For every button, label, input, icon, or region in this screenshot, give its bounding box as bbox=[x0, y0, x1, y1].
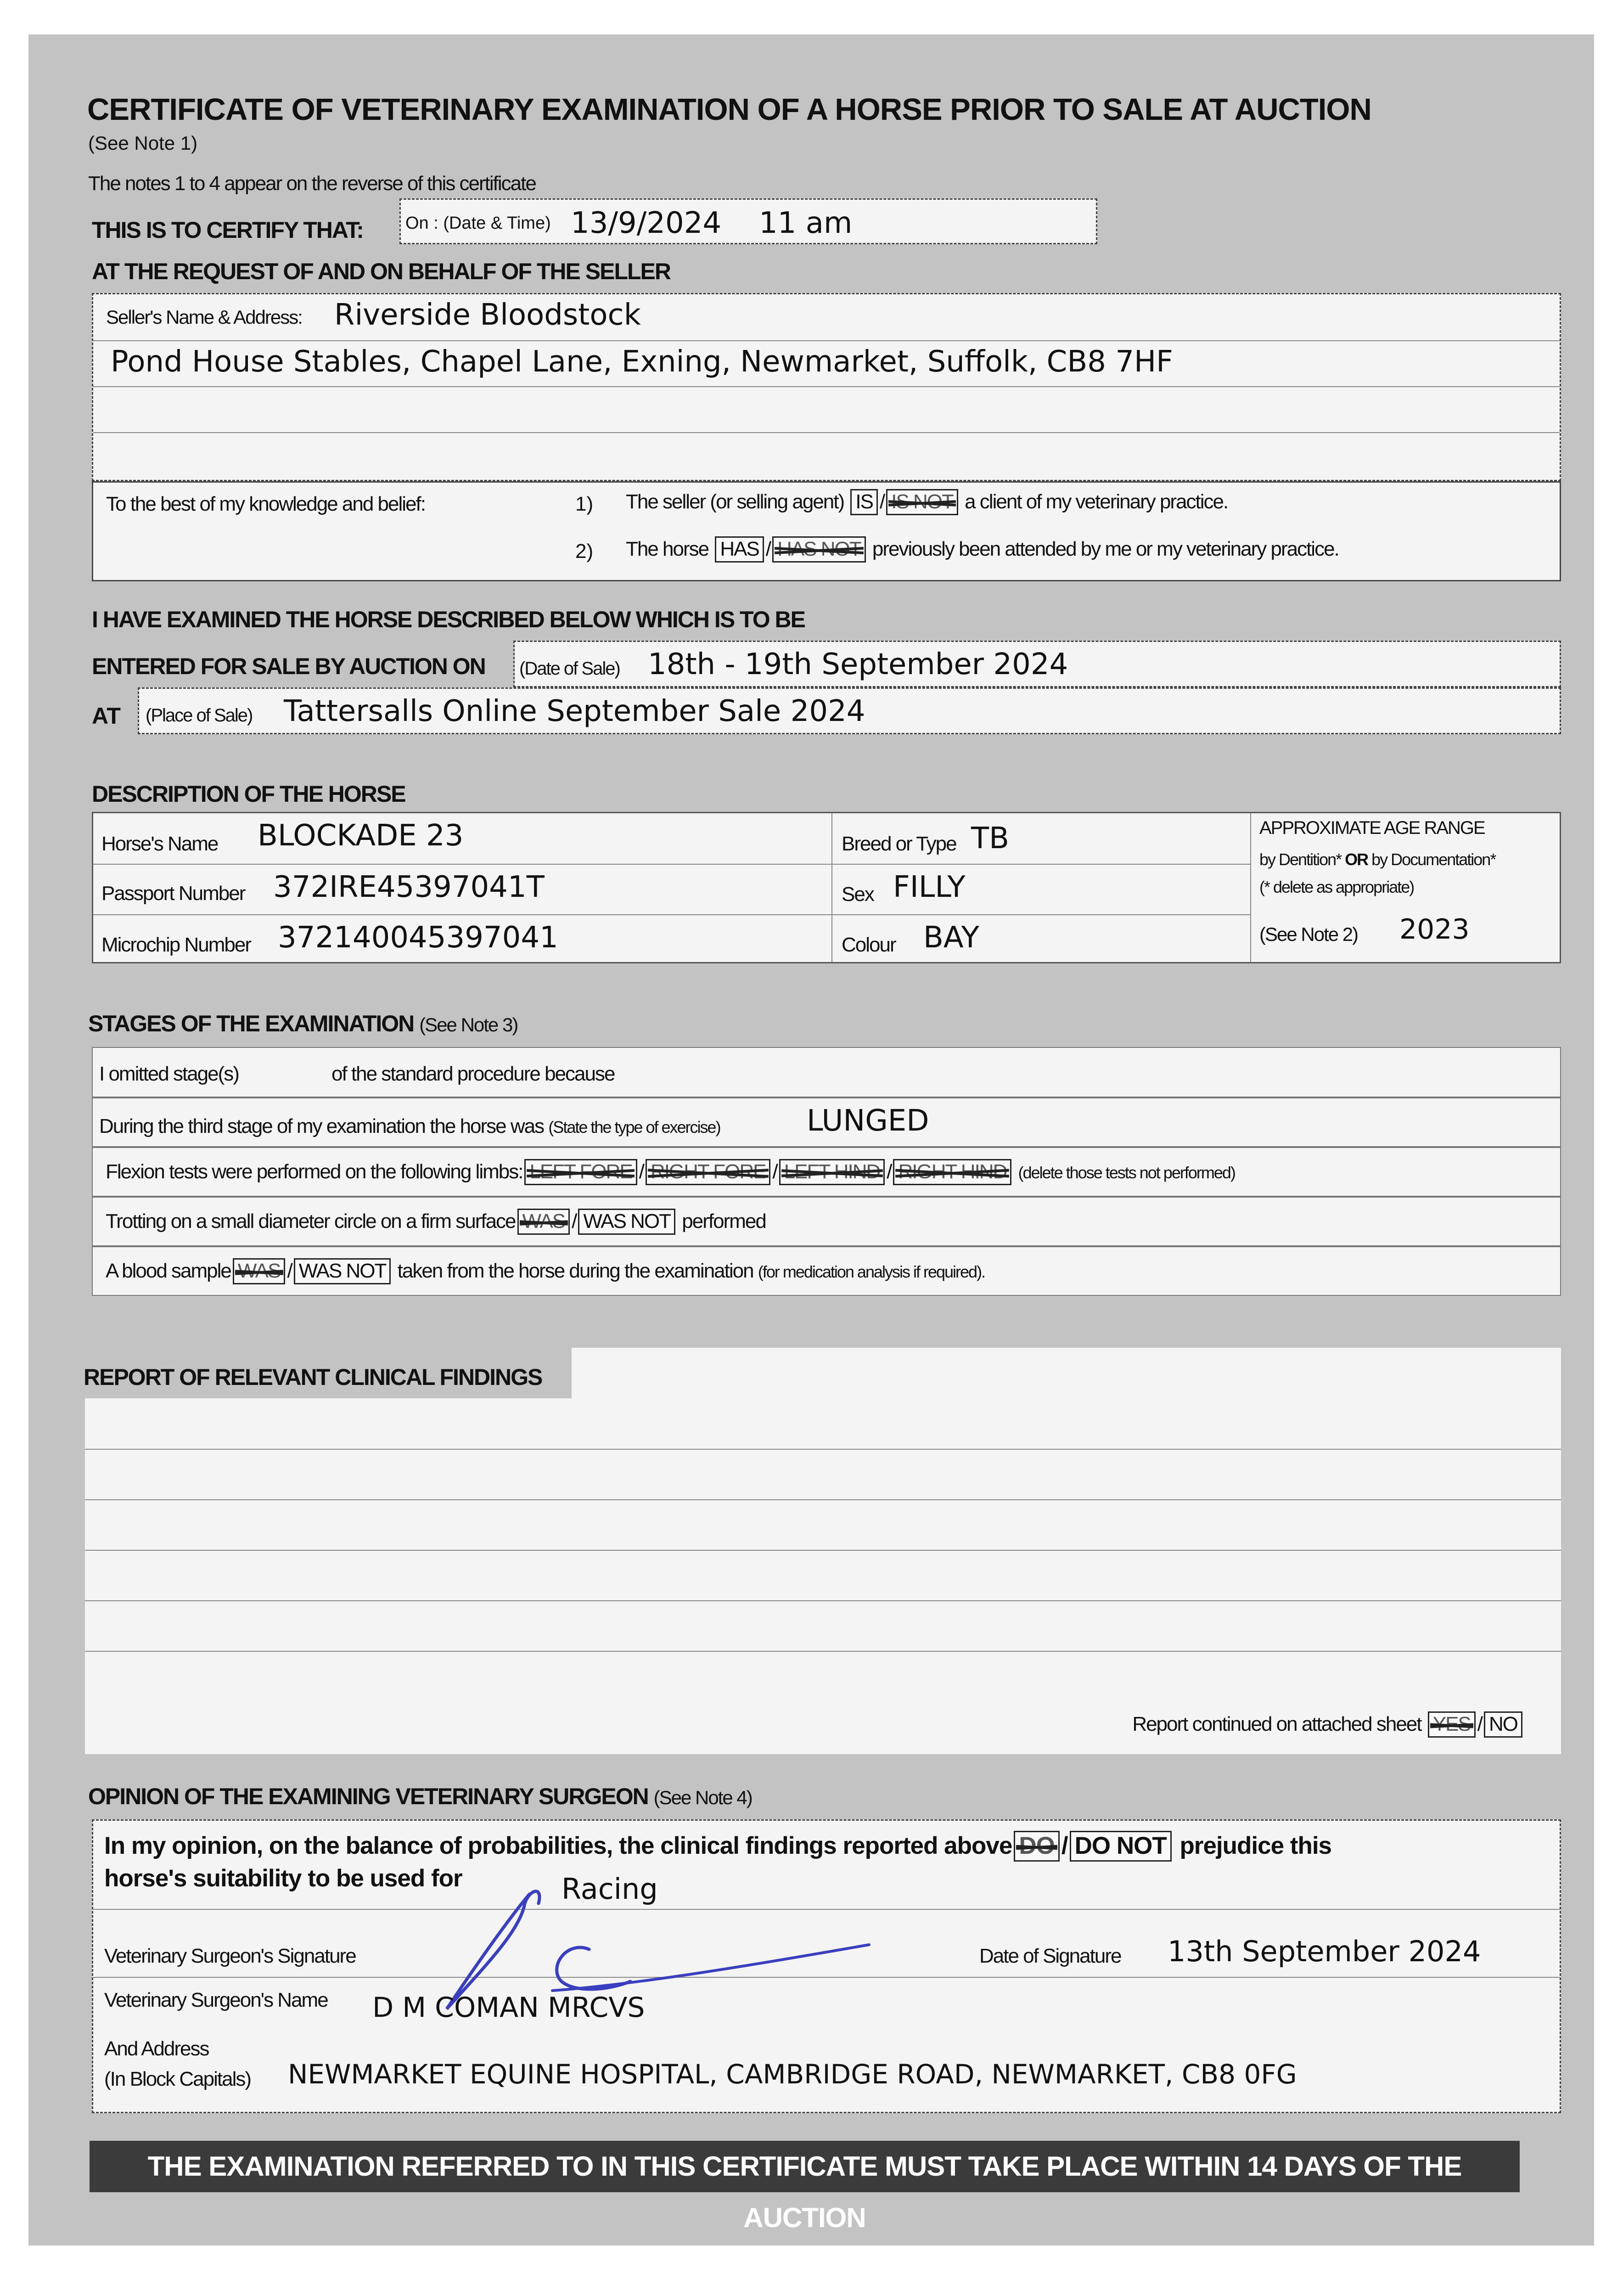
trotting-suffix: performed bbox=[682, 1210, 766, 1232]
sale-place-box bbox=[138, 687, 1561, 734]
signature-label: Veterinary Surgeon's Signature bbox=[104, 1945, 356, 1967]
description-heading: DESCRIPTION OF THE HORSE bbox=[92, 781, 405, 807]
slash: / bbox=[572, 1210, 577, 1232]
sex: FILLY bbox=[893, 870, 966, 904]
clinical-findings-line-1 bbox=[572, 1348, 1561, 1399]
signature-date: 13th September 2024 bbox=[1168, 1935, 1481, 1968]
age-by-dentition: by Dentition* bbox=[1259, 850, 1342, 869]
vet-name: D M COMAN MRCVS bbox=[372, 1992, 645, 2024]
slash: / bbox=[887, 1160, 892, 1183]
opinion-statement bbox=[104, 1831, 1331, 1862]
certificate-title: CERTIFICATE OF VETERINARY EXAMINATION OF A HORSE PRIOR TO SALE AT AUCTION bbox=[87, 92, 1371, 127]
sale-at-label: AT bbox=[92, 703, 121, 729]
flexion-right-fore-struck: RIGHT FORE bbox=[646, 1159, 771, 1185]
on-date-time-label: On : (Date & Time) bbox=[405, 214, 551, 233]
age-or: OR bbox=[1345, 850, 1368, 869]
opinion-text-a: In my opinion, on the balance of probabilities, the clinical findings reported above bbox=[104, 1832, 1012, 1859]
breed-label: Breed or Type bbox=[842, 833, 956, 855]
stages-heading bbox=[88, 1010, 517, 1037]
horse-name: BLOCKADE 23 bbox=[258, 819, 464, 853]
trot-was-not: WAS NOT bbox=[578, 1209, 675, 1235]
omitted-stages-reason-label: of the standard procedure because bbox=[331, 1063, 615, 1085]
horse-attended-suffix: previously been attended by me or my veterinary practice. bbox=[872, 538, 1339, 560]
opinion-box bbox=[92, 1819, 1561, 2113]
footer-notice: THE EXAMINATION REFERRED TO IN THIS CERTIFICATE MUST TAKE PLACE WITHIN 14 DAYS OF THE AUCTION bbox=[90, 2141, 1520, 2192]
examination-datetime-box bbox=[399, 198, 1097, 244]
item-2-number: 2) bbox=[575, 540, 594, 563]
place-of-sale-label: (Place of Sale) bbox=[146, 705, 253, 726]
age-note-2: (See Note 2) bbox=[1259, 923, 1358, 945]
seller-client-statement bbox=[626, 489, 1228, 515]
slash: / bbox=[287, 1260, 292, 1282]
stages-heading-text: STAGES OF THE EXAMINATION bbox=[88, 1011, 414, 1036]
flexion-tests-statement bbox=[106, 1159, 1235, 1185]
breed: TB bbox=[971, 822, 1009, 855]
examination-time: 11 am bbox=[759, 206, 853, 240]
opinion-heading bbox=[88, 1783, 752, 1810]
blood-sample-suffix: taken from the horse during the examination bbox=[397, 1260, 753, 1282]
opinion-text-b: prejudice this bbox=[1179, 1832, 1332, 1859]
flexion-right-hind-struck: RIGHT HIND bbox=[893, 1159, 1011, 1185]
horse-name-label: Horse's Name bbox=[101, 833, 218, 855]
microchip-number: 372140045397041 bbox=[278, 921, 558, 955]
opinion-do-not: DO NOT bbox=[1070, 1831, 1172, 1862]
option-is-not-struck: IS NOT bbox=[886, 489, 958, 515]
age-basis bbox=[1259, 850, 1495, 869]
horse-attended-statement bbox=[626, 536, 1339, 563]
exercise-type: LUNGED bbox=[807, 1104, 929, 1138]
flexion-tests-row bbox=[92, 1147, 1561, 1197]
horse-attended-prefix: The horse bbox=[626, 538, 709, 560]
report-continued-statement bbox=[1132, 1711, 1524, 1738]
opinion-heading-text: OPINION OF THE EXAMINING VETERINARY SURGEON bbox=[88, 1784, 648, 1809]
seller-client-prefix: The seller (or selling agent) bbox=[626, 490, 844, 513]
blood-sample-label: A blood sample bbox=[106, 1260, 231, 1282]
age-delete-note: (* delete as appropriate) bbox=[1259, 878, 1414, 896]
seller-box bbox=[92, 293, 1561, 481]
opinion-note-4: (See Note 4) bbox=[653, 1787, 752, 1808]
entered-for-sale-label: ENTERED FOR SALE BY AUCTION ON bbox=[92, 653, 485, 679]
vet-name-label: Veterinary Surgeon's Name bbox=[104, 1989, 328, 2011]
blood-was-struck: WAS bbox=[233, 1258, 286, 1284]
certify-label: THIS IS TO CERTIFY THAT: bbox=[92, 217, 363, 243]
opinion-do-struck: DO bbox=[1014, 1831, 1060, 1862]
opinion-text-c: horse's suitability to be used for bbox=[104, 1865, 462, 1892]
colour: BAY bbox=[923, 921, 979, 955]
option-is: IS bbox=[850, 489, 878, 515]
age-by-documentation: by Documentation* bbox=[1371, 850, 1496, 869]
colour-label: Colour bbox=[842, 934, 896, 956]
flexion-left-hind-struck: LEFT HIND bbox=[779, 1159, 885, 1185]
seller-name-address-label: Seller's Name & Address: bbox=[106, 306, 302, 328]
trotting-row bbox=[92, 1197, 1561, 1246]
clinical-findings-heading: REPORT OF RELEVANT CLINICAL FINDINGS bbox=[84, 1364, 542, 1390]
continued-no: NO bbox=[1484, 1711, 1522, 1738]
age-range-heading: APPROXIMATE AGE RANGE bbox=[1259, 818, 1485, 838]
flexion-delete-note: (delete those tests not performed) bbox=[1018, 1163, 1235, 1182]
seller-address: Pond House Stables, Chapel Lane, Exning, Newmarket, Suffolk, CB8 7HF bbox=[111, 345, 1173, 379]
trotting-label: Trotting on a small diameter circle on a firm surface bbox=[106, 1210, 516, 1232]
option-has-not-struck: HAS NOT bbox=[772, 536, 866, 563]
flexion-tests-label: Flexion tests were performed on the following limbs: bbox=[106, 1160, 523, 1183]
passport-number-label: Passport Number bbox=[101, 882, 245, 905]
third-stage-row bbox=[92, 1097, 1561, 1147]
sale-date: 18th - 19th September 2024 bbox=[648, 647, 1068, 681]
stages-note-3: (See Note 3) bbox=[419, 1014, 518, 1035]
knowledge-belief-box bbox=[92, 481, 1561, 581]
request-of-seller-line: AT THE REQUEST OF AND ON BEHALF OF THE SELLER bbox=[92, 259, 670, 284]
blood-sample-note: (for medication analysis if required). bbox=[758, 1262, 985, 1281]
omitted-stages-row bbox=[92, 1047, 1561, 1097]
age-year: 2023 bbox=[1399, 913, 1470, 945]
blood-sample-statement bbox=[106, 1258, 985, 1284]
examination-date: 13/9/2024 bbox=[571, 206, 722, 240]
microchip-number-label: Microchip Number bbox=[101, 934, 251, 956]
trotting-statement bbox=[106, 1209, 766, 1235]
slash: / bbox=[1477, 1713, 1482, 1735]
third-stage-label: During the third stage of my examination the horse was bbox=[99, 1115, 544, 1137]
third-stage-label-group bbox=[99, 1115, 720, 1138]
slash: / bbox=[765, 538, 771, 560]
date-of-signature-label: Date of Signature bbox=[979, 1945, 1121, 1967]
slash: / bbox=[639, 1160, 644, 1183]
address-label-b: (In Block Capitals) bbox=[104, 2068, 251, 2090]
notes-instruction: The notes 1 to 4 appear on the reverse of this certificate bbox=[88, 172, 536, 195]
continued-yes-struck: YES bbox=[1428, 1711, 1476, 1738]
third-stage-note: (State the type of exercise) bbox=[548, 1118, 720, 1137]
passport-number: 372IRE45397041T bbox=[273, 870, 545, 904]
blood-was-not: WAS NOT bbox=[294, 1258, 391, 1284]
slash: / bbox=[772, 1160, 777, 1183]
address-label-a: And Address bbox=[104, 2037, 209, 2060]
item-1-number: 1) bbox=[575, 493, 594, 515]
intended-use: Racing bbox=[562, 1872, 658, 1906]
clinical-findings-area bbox=[85, 1398, 1561, 1701]
option-has: HAS bbox=[715, 536, 764, 563]
date-of-sale-label: (Date of Sale) bbox=[519, 658, 620, 679]
seller-client-suffix: a client of my veterinary practice. bbox=[965, 490, 1228, 513]
report-continued-label: Report continued on attached sheet bbox=[1132, 1713, 1421, 1735]
slash: / bbox=[1061, 1832, 1068, 1859]
sale-place: Tattersalls Online September Sale 2024 bbox=[284, 694, 865, 728]
examined-horse-line: I HAVE EXAMINED THE HORSE DESCRIBED BELOW WHICH IS TO BE bbox=[92, 607, 805, 632]
slash: / bbox=[879, 490, 885, 513]
knowledge-belief-label: To the best of my knowledge and belief: bbox=[106, 493, 425, 515]
vet-address: NEWMARKET EQUINE HOSPITAL, CAMBRIDGE ROAD, NEWMARKET, CB8 0FG bbox=[288, 2059, 1297, 2090]
omitted-stages-label: I omitted stage(s) bbox=[99, 1063, 239, 1085]
sex-label: Sex bbox=[842, 883, 874, 906]
flexion-left-fore-struck: LEFT FORE bbox=[524, 1159, 637, 1185]
description-table bbox=[92, 812, 1561, 963]
note-1-reference: (See Note 1) bbox=[88, 132, 198, 154]
seller-name: Riverside Bloodstock bbox=[334, 298, 641, 332]
report-continued-row bbox=[85, 1701, 1561, 1754]
blood-sample-row bbox=[92, 1246, 1561, 1296]
sale-date-box bbox=[513, 641, 1561, 687]
trot-was-struck: WAS bbox=[517, 1209, 570, 1235]
